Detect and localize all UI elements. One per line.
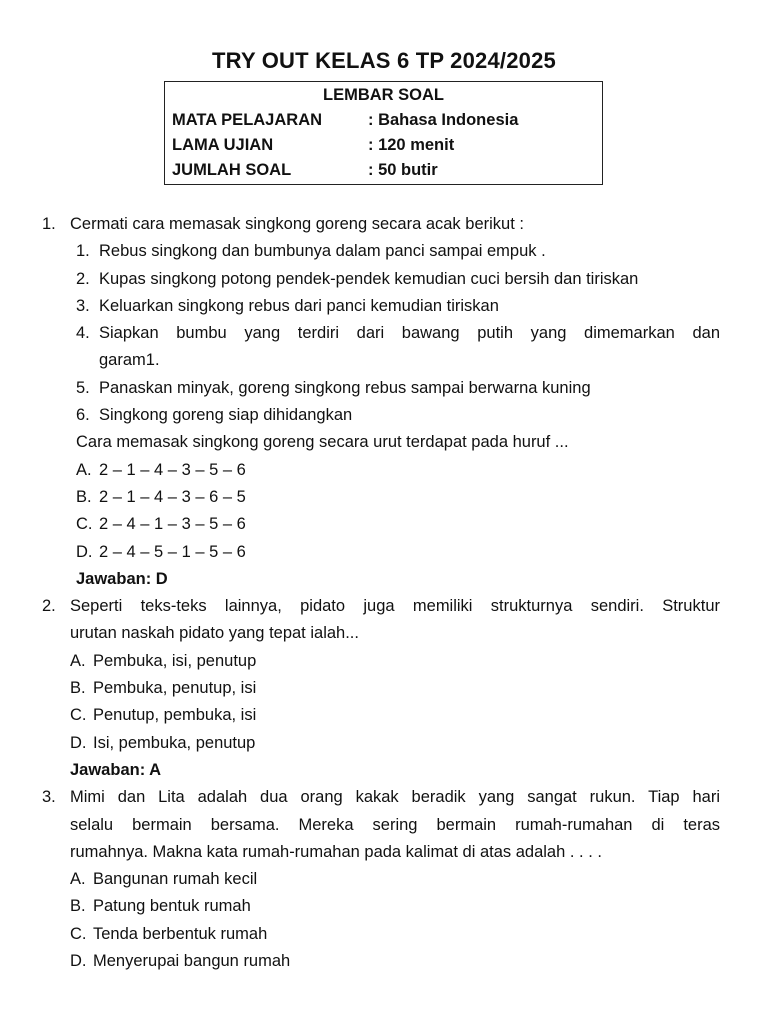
option-letter: D. xyxy=(70,733,87,752)
question-text-continued xyxy=(0,839,768,866)
option-item xyxy=(0,948,768,975)
step-text: Kupas singkong potong pendek-pendek kemudian cuci bersih dan tiriskan xyxy=(99,269,639,288)
option-letter: A. xyxy=(76,460,92,479)
step-number: 6. xyxy=(76,406,90,425)
info-row-count xyxy=(165,158,602,183)
step-number: 4. xyxy=(76,324,90,343)
question-text: Seperti teks-teks lainnya, pidato juga memiliki strukturnya sendiri. Struktur xyxy=(70,597,720,616)
question-number: 2. xyxy=(42,597,56,616)
step-item xyxy=(0,375,768,402)
step-item xyxy=(0,402,768,429)
info-row-duration xyxy=(165,133,602,158)
question-text: urutan naskah pidato yang tepat ialah... xyxy=(70,624,359,643)
option-item xyxy=(0,702,768,729)
step-text: Keluarkan singkong rebus dari panci kemudian tiriskan xyxy=(99,296,499,315)
option-text: 2 – 4 – 1 – 3 – 5 – 6 xyxy=(99,515,246,534)
option-text: Pembuka, isi, penutup xyxy=(93,651,257,670)
question-text: selalu bermain bersama. Mereka sering bermain rumah-rumahan di teras xyxy=(70,815,720,834)
info-box-title: LEMBAR SOAL xyxy=(323,86,444,104)
option-text: Isi, pembuka, penutup xyxy=(93,733,256,752)
page-title: TRY OUT KELAS 6 TP 2024/2025 xyxy=(212,48,556,73)
step-number: 3. xyxy=(76,296,90,315)
option-item xyxy=(0,539,768,566)
question-text: Cermati cara memasak singkong goreng secara acak berikut : xyxy=(70,215,524,233)
option-text: Penutup, pembuka, isi xyxy=(93,706,257,725)
info-value: : 120 menit xyxy=(368,136,455,154)
option-item xyxy=(0,730,768,757)
info-value: : 50 butir xyxy=(368,161,438,179)
info-key: JUMLAH SOAL xyxy=(172,161,292,179)
step-text: Singkong goreng siap dihidangkan xyxy=(99,406,353,425)
question-text-continued xyxy=(0,620,768,647)
question-2 xyxy=(0,593,768,620)
option-letter: C. xyxy=(76,515,93,534)
info-key: LAMA UJIAN xyxy=(172,136,274,154)
option-item xyxy=(0,675,768,702)
question-prompt xyxy=(0,429,768,456)
answer-key: Jawaban: D xyxy=(76,569,168,588)
option-text: Pembuka, penutup, isi xyxy=(93,679,257,698)
option-text: Menyerupai bangun rumah xyxy=(93,952,291,971)
prompt-text: Cara memasak singkong goreng secara urut terdapat pada huruf ... xyxy=(76,433,569,452)
option-letter: C. xyxy=(70,924,87,943)
option-item xyxy=(0,484,768,511)
question-text: Mimi dan Lita adalah dua orang kakak beradik yang sangat rukun. Tiap hari xyxy=(70,788,720,807)
option-text: 2 – 1 – 4 – 3 – 6 – 5 xyxy=(99,487,246,506)
option-letter: B. xyxy=(70,897,86,916)
question-number: 1. xyxy=(42,215,56,233)
step-text: Siapkan bumbu yang terdiri dari bawang putih yang dimemarkan dan xyxy=(99,324,720,343)
option-letter: D. xyxy=(76,542,93,561)
option-item xyxy=(0,457,768,484)
info-key: MATA PELAJARAN xyxy=(172,111,323,129)
info-row-subject xyxy=(165,108,602,133)
step-item xyxy=(0,320,768,347)
question-number: 3. xyxy=(42,788,56,807)
answer-key: Jawaban: A xyxy=(70,760,162,779)
option-text: Patung bentuk rumah xyxy=(93,897,251,916)
option-letter: B. xyxy=(70,679,86,698)
question-3 xyxy=(0,784,768,811)
answer-line xyxy=(0,757,768,784)
option-item xyxy=(0,893,768,920)
step-text-continued: garam1. xyxy=(99,351,160,370)
step-item-continued xyxy=(0,347,768,374)
option-text: 2 – 4 – 5 – 1 – 5 – 6 xyxy=(99,542,246,561)
option-item xyxy=(0,921,768,948)
option-letter: D. xyxy=(70,952,87,971)
option-letter: C. xyxy=(70,706,87,725)
step-text: Panaskan minyak, goreng singkong rebus sampai berwarna kuning xyxy=(99,378,591,397)
option-item xyxy=(0,866,768,893)
option-text: 2 – 1 – 4 – 3 – 5 – 6 xyxy=(99,460,246,479)
step-number: 5. xyxy=(76,378,90,397)
questions xyxy=(0,211,768,975)
answer-line xyxy=(0,566,768,593)
option-text: Bangunan rumah kecil xyxy=(93,870,258,889)
info-value: : Bahasa Indonesia xyxy=(368,111,519,129)
question-text-continued xyxy=(0,812,768,839)
option-text: Tenda berbentuk rumah xyxy=(93,924,268,943)
option-item xyxy=(0,648,768,675)
option-letter: B. xyxy=(76,487,92,506)
option-letter: A. xyxy=(70,870,86,889)
step-number: 2. xyxy=(76,269,90,288)
question-1 xyxy=(0,211,768,238)
step-item xyxy=(0,238,768,265)
option-item xyxy=(0,511,768,538)
option-letter: A. xyxy=(70,651,86,670)
step-text: Rebus singkong dan bumbunya dalam panci sampai empuk . xyxy=(99,242,546,261)
step-item xyxy=(0,266,768,293)
question-text: rumahnya. Makna kata rumah-rumahan pada kalimat di atas adalah . . . . xyxy=(70,842,602,861)
step-number: 1. xyxy=(76,242,90,261)
step-item xyxy=(0,293,768,320)
exam-info-box xyxy=(164,81,603,185)
